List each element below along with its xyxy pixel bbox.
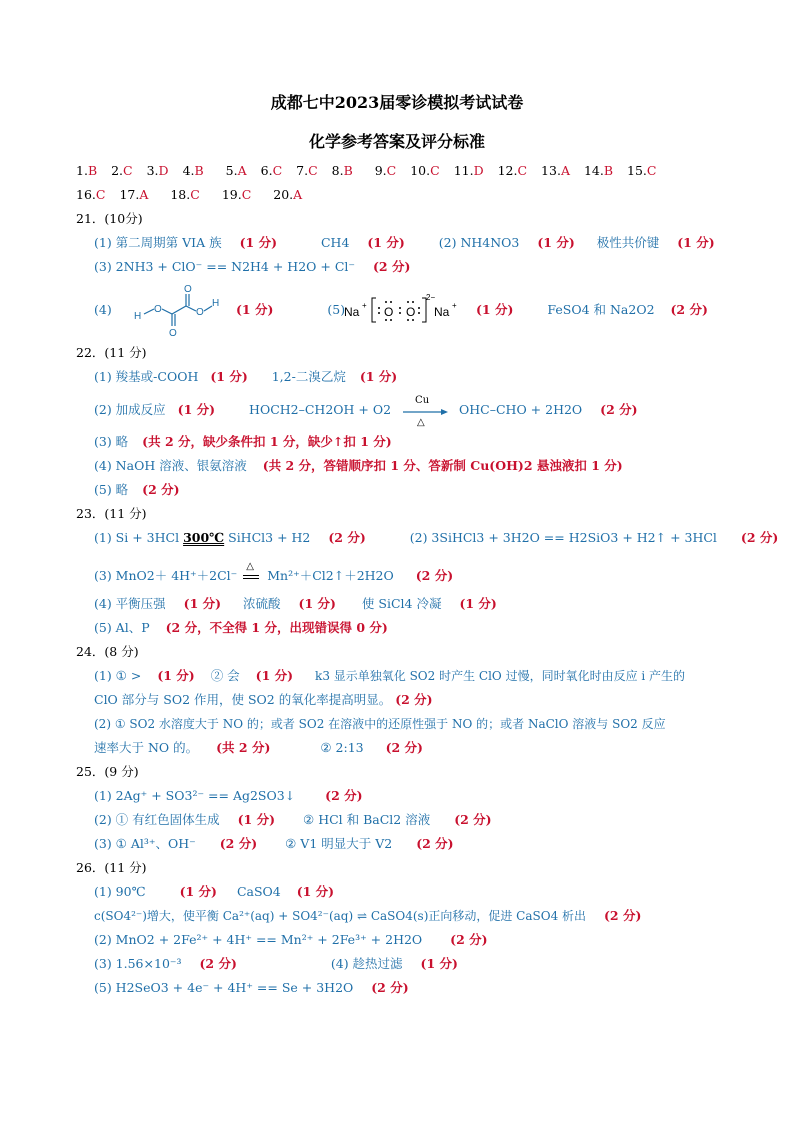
q22-line-4 [94,457,623,475]
equation: (5) H2SeO3 + 4e⁻ + 4H⁺ == Se + 3H2O [94,980,354,995]
q22-line-3 [94,433,392,451]
mc-num: 16. [76,187,96,202]
mc-answer: C [430,163,440,178]
score-note: (1 分) [537,235,575,250]
mc-num: 10. [410,163,431,178]
equation: (2) MnO2 + 2Fe²⁺ + 4H⁺ == Mn²⁺ + 2Fe³⁺ + 2H2O [94,932,423,947]
score-note: (1 分) [183,596,222,611]
answer-text: (3) 略 [94,434,129,449]
svg-text:O: O [169,328,177,339]
mc-num: 18. [170,187,191,202]
score-note: (1 分) [367,235,405,250]
answer-text: 使 SiCl4 冷凝 [361,596,442,611]
score-note: (2 分) [142,482,180,497]
reaction-arrow-icon [401,394,449,428]
score-note: (2 分) [328,530,366,545]
svg-text:Na: Na [344,305,360,319]
answer-text: (1) ① > [94,668,142,683]
q24-line-4 [94,739,423,757]
answer-text: ② 会 [210,668,240,683]
score-note: (2 分) [395,692,433,707]
mc-num: 1. [76,163,88,178]
score-note: (1 分) [476,302,514,317]
sodium-peroxide-electron-structure-icon [342,290,458,330]
svg-text:+: + [452,301,457,310]
score-note: (2 分) [450,932,488,947]
mc-answer: B [603,163,614,178]
answer-text: (4) [94,302,112,317]
q21-line-1 [94,234,715,252]
answer-text: (2) ① SO2 水溶度大于 NO 的；或者 SO2 在溶液中的还原性强于 NO 的；或者 NaClO 溶液与 SO2 反应 [94,717,666,731]
q22-line-5 [94,481,180,499]
equation: (1) 2Ag⁺ + SO3²⁻ == Ag2SO3↓ [94,788,296,803]
answer-text: ClO 部分与 SO2 作用，使 SO2 的氧化率提高明显。 [94,692,392,707]
mc-num: 3. [146,163,159,178]
answer-text: CH4 [320,235,350,250]
mc-num: 19. [221,187,242,202]
answer-text: (1) 第二周期第 VIA 族 [94,235,222,250]
mc-answer: A [293,187,303,202]
mc-answer: C [95,187,106,202]
mc-answer: C [646,163,657,178]
score-note: (共 2 分，答错顺序扣 1 分、答新制 Cu(OH)2 悬浊液扣 1 分) [262,458,623,473]
q23-line-4 [94,619,388,637]
score-note: (1 分) [359,369,398,384]
mc-answer: C [272,163,283,178]
score-note: (2 分，不全得 1 分，出现错误得 0 分) [165,620,388,635]
score-note: (2 分) [670,302,708,317]
mc-num: 11. [453,163,474,178]
svg-text:O: O [406,305,416,319]
q23-line-3 [94,595,497,613]
q21-line-3-tail [476,301,708,319]
svg-text:Na: Na [434,305,450,319]
mc-num: 4. [182,163,195,178]
answer-text: (1) 90℃ [94,884,146,899]
q26-line-3 [94,931,488,949]
score-note: (1 分) [420,956,458,971]
answer-text: 极性共价键 [596,235,660,250]
mc-answer: C [123,163,133,178]
q23-line-2 [94,560,454,586]
svg-text:H: H [134,311,142,322]
answer-text: ② HCl 和 BaCl2 溶液 [303,812,431,827]
mc-answer: C [517,163,528,178]
q21-line-3-score [236,301,345,319]
score-note: (共 2 分) [216,740,271,755]
q22-line-2 [94,394,638,428]
score-note: (2 分) [199,956,237,971]
q24-line-3 [94,715,666,733]
answer-text: FeSO4 和 Na2O2 [547,302,655,317]
score-note: (共 2 分，缺少条件扣 1 分，缺少↑扣 1 分) [142,434,392,449]
score-note: (2 分) [371,980,409,995]
heat-label: △ [417,416,425,428]
mc-num: 14. [583,163,604,178]
mc-answer: C [190,187,200,202]
score-note: (2 分) [385,740,423,755]
q25-line-2 [94,811,492,829]
svg-text:O: O [384,305,394,319]
answer-text: k3 显示单独氧化 SO2 时产生 ClO 过慢，同时氧化时由反应 i 产生的 [315,669,686,683]
score-note: (2 分) [600,402,638,417]
catalyst-label: Cu [415,394,430,406]
mc-answer: B [87,163,98,178]
mc-answer: D [158,163,169,178]
equation: Mn²⁺＋Cl2↑＋2H2O [267,568,394,583]
score-note: (2 分) [454,812,492,827]
answer-text: (1) 羧基或-COOH [94,369,199,384]
equation: (1) Si + 3HCl [94,530,180,545]
answer-text: (2) NH4NO3 [438,235,520,250]
score-note: (1 分) [179,884,217,899]
score-note: (2 分) [416,836,454,851]
mc-num: 13. [541,163,561,178]
score-note: (1 分) [157,668,195,683]
mc-num: 9. [374,163,387,178]
svg-text:O: O [196,307,204,318]
q26-line-1 [94,883,334,901]
q25-line-3 [94,835,454,853]
q26-line-4 [94,955,458,973]
score-note: (2 分) [219,836,258,851]
score-note: (1 分) [677,235,715,250]
heat-equals-icon [241,560,263,586]
reaction-condition: 300℃ [183,530,225,545]
q24-line-1 [94,667,685,685]
mc-num: 20. [273,187,294,202]
answer-text: (4) 趁热过滤 [330,956,403,971]
oxalic-acid-structure-icon [128,282,222,340]
answer-text: (5) [327,302,346,317]
svg-text:O: O [154,304,162,315]
mc-row-1 [76,162,656,180]
mc-answer: A [560,163,570,178]
q23-line-1 [94,529,778,547]
mc-num: 8. [331,163,344,178]
score-note: (2 分) [604,908,642,923]
answer-text: 1,2-二溴乙烷 [271,369,346,384]
q22-line-1 [94,368,397,386]
answer-text: (3) ① Al³⁺、OH⁻ [94,836,196,851]
score-note: (1 分) [459,596,497,611]
q22-heading: 22．(11 分) [76,345,147,360]
mc-answer: B [194,163,204,178]
score-note: (2 分) [740,530,779,545]
svg-text:O: O [184,284,192,295]
svg-text:+: + [362,301,367,310]
score-note: (1 分) [298,596,336,611]
equation: SiHCl3 + H2 [228,530,311,545]
mc-num: 15. [627,163,647,178]
equation: OHC–CHO + 2H2O [459,402,583,417]
mc-answer: D [473,163,484,178]
answer-text: ② V1 明显大于 V2 [285,836,393,851]
mc-answer: A [139,187,149,202]
score-note: (1 分) [210,369,248,384]
answer-text: ② 2:13 [320,740,364,755]
mc-answer: C [241,187,252,202]
mc-answer: B [343,163,353,178]
q24-heading: 24．(8 分) [76,644,139,659]
mc-num: 12. [497,163,518,178]
answer-text: c(SO4²⁻)增大，使平衡 Ca²⁺(aq) + SO4²⁻(aq) ⇌ CaSO4(s)正向移动，促进 CaSO4 析出 [94,909,587,923]
q24-line-2 [94,691,433,709]
mc-answer: C [308,163,318,178]
mc-num: 2. [111,163,124,178]
mc-answer: C [386,163,397,178]
answer-text: CaSO4 [236,884,281,899]
equation: (3) 2NH3 + ClO⁻ == N2H4 + H2O + Cl⁻ [94,259,355,274]
score-note: (1 分) [236,302,274,317]
q25-heading: 25．(9 分) [76,764,139,779]
score-note: (1 分) [177,402,216,417]
heat-label: △ [246,560,254,572]
svg-text:H: H [212,298,220,309]
answer-text: (5) Al、P [94,620,150,635]
score-note: (1 分) [296,884,335,899]
q26-line-5 [94,979,409,997]
q26-line-2 [94,907,641,925]
answer-text: (2) 加成反应 [94,402,166,417]
mc-answer: A [237,163,247,178]
answer-text: (3) 1.56×10⁻³ [94,956,182,971]
q21-heading: 21．(10分) [76,211,143,226]
mc-num: 6. [260,163,273,178]
mc-row-2 [76,186,302,204]
score-note: (1 分) [239,235,277,250]
score-note: (2 分) [325,788,363,803]
equation: (3) MnO2＋ 4H⁺＋2Cl⁻ [94,568,238,583]
answer-text: (2) ① 有红色固体生成 [94,812,220,827]
q23-heading: 23．(11 分) [76,506,147,521]
q25-line-1 [94,787,363,805]
page-subtitle: 化学参考答案及评分标准 [308,132,485,151]
answer-text: 浓硫酸 [243,596,281,611]
answer-text: (5) 略 [94,482,129,497]
answer-text: (4) 平衡压强 [94,596,166,611]
equation: (2) 3SiHCl3 + 3H2O == H2SiO3 + H2↑ + 3HCl [409,530,717,545]
score-note: (2 分) [372,259,411,274]
mc-num: 5. [225,163,238,178]
svg-text:2−: 2− [426,293,436,302]
score-note: (2 分) [415,568,454,583]
mc-num: 7. [296,163,309,178]
q26-heading: 26．(11 分) [76,860,147,875]
answer-text: (4) NaOH 溶液、银氨溶液 [94,458,247,473]
page-title: 成都七中2023届零诊模拟考试试卷 [270,93,524,112]
score-note: (1 分) [237,812,276,827]
mc-num: 17. [119,187,140,202]
equation: HOCH2–CH2OH + O2 [249,402,392,417]
q21-line-2 [94,258,410,276]
answer-text: 速率大于 NO 的。 [94,740,199,755]
q21-line-3 [94,301,112,319]
score-note: (1 分) [255,668,294,683]
